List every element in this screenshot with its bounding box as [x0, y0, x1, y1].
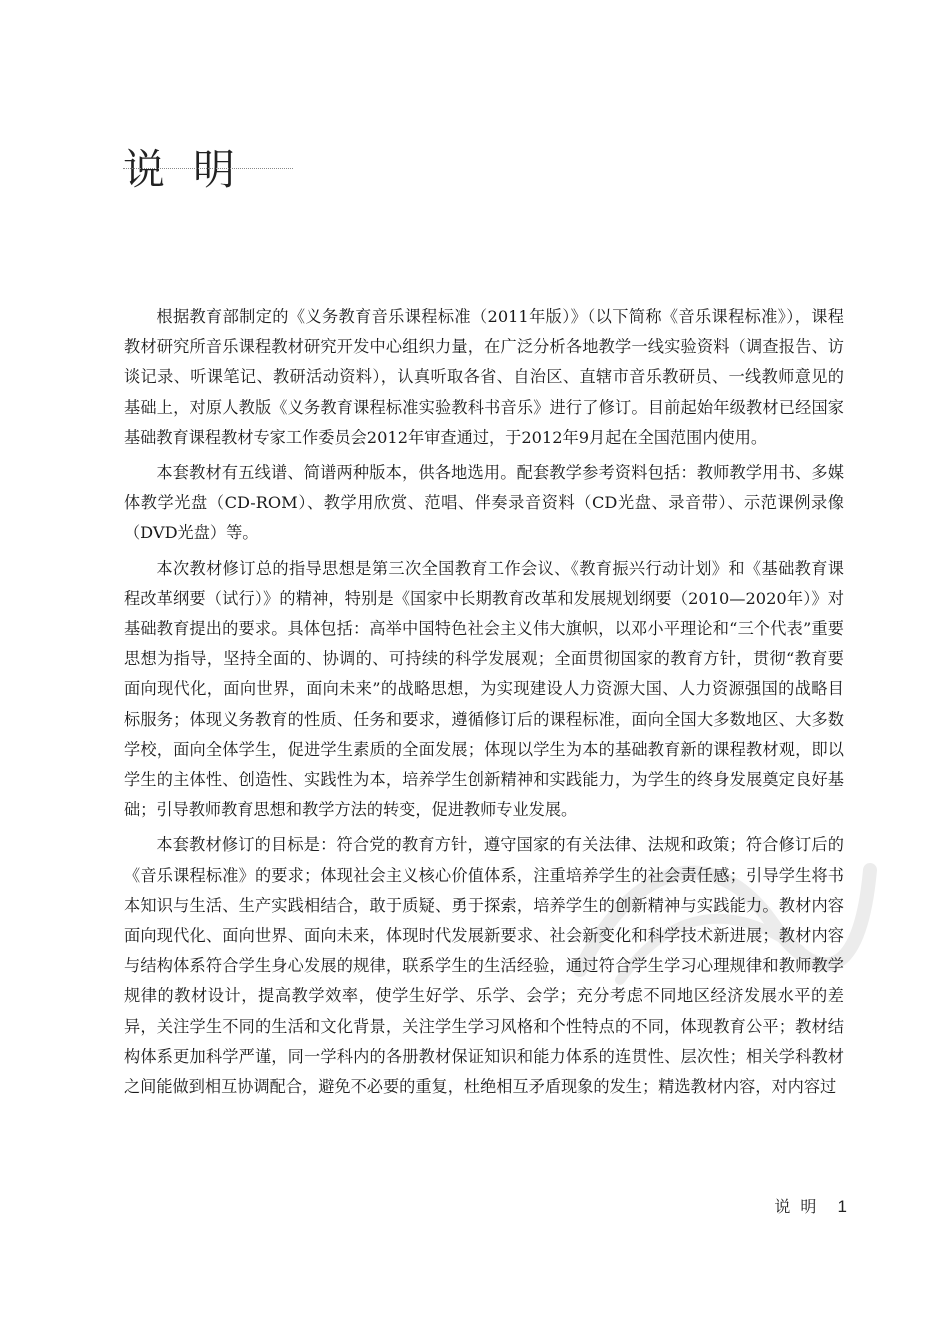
title-underline	[123, 168, 293, 169]
paragraph-3: 本次教材修订总的指导思想是第三次全国教育工作会议、《教育振兴行动计划》和《基础教育课程改革纲要（试行）》的精神，特别是《国家中长期教育改革和发展规划纲要（2010—2020年）》对基础教育提出的要求。具体包括：高举中国特色社会主义伟大旗帜，以邓小平理论和“三个代表”重要思想为指导，坚持全面的、协调的、可持续的科学发展观；全面贯彻国家的教育方针，贯彻“教育要面向现代化，面向世界，面向未来”的战略思想，为实现建设人力资源大国、人力资源强国的战略目标服务；体现义务教育的性质、任务和要求，遵循修订后的课程标准，面向全国大多数地区、大多数学校，面向全体学生，促进学生素质的全面发展；体现以学生为本的基础教育新的课程教材观，即以学生的主体性、创造性、实践性为本，培养学生创新精神和实践能力，为学生的终身发展奠定良好基础；引导教师教育思想和教学方法的转变，促进教师专业发展。	[124, 558, 844, 820]
page-title: 说明	[123, 145, 264, 195]
page-footer	[774, 1194, 847, 1217]
paragraph-2: 本套教材有五线谱、简谱两种版本，供各地选用。配套教学参考资料包括：教师教学用书、多媒体教学光盘（CD-ROM）、教学用欣赏、范唱、伴奏录音资料（CD光盘、录音带）、示范课例录像（DVD光盘）等。	[124, 463, 844, 543]
paragraph-1: 根据教育部制定的《义务教育音乐课程标准（2011年版）》（以下简称《音乐课程标准》），课程教材研究所音乐课程教材研究开发中心组织力量，在广泛分析各地教学一线实验资料（调查报告、访谈记录、听课笔记、教研活动资料），认真听取各省、自治区、直辖市音乐教研员、一线教师意见的基础上，对原人教版《义务教育课程标准实验教科书音乐》进行了修订。目前起始年级教材已经国家基础教育课程教材专家工作委员会2012年审查通过，于2012年9月起在全国范围内使用。	[124, 307, 844, 447]
footer-section-label: 说明	[774, 1197, 827, 1216]
body-text	[124, 302, 844, 1107]
paragraph-4: 本套教材修订的目标是：符合党的教育方针，遵守国家的有关法律、法规和政策；符合修订后的《音乐课程标准》的要求；体现社会主义核心价值体系，注重培养学生的社会责任感；引导学生将书本知识与生活、生产实践相结合，敢于质疑、勇于探索，培养学生的创新精神与实践能力。教材内容面向现代化、面向世界、面向未来，体现时代发展新要求、社会新变化和科学技术新进展；教材内容与结构体系符合学生身心发展的规律，联系学生的生活经验，通过符合学生学习心理规律和教师教学规律的教材设计，提高教学效率，使学生好学、乐学、会学；充分考虑不同地区经济发展水平的差异，关注学生不同的生活和文化背景，关注学生学习风格和个性特点的不同，体现教育公平；教材结构体系更加科学严谨，同一学科内的各册教材保证知识和能力体系的连贯性、层次性；相关学科教材之间能做到相互协调配合，避免不必要的重复，杜绝相互矛盾现象的发生；精选教材内容，对内容过	[124, 835, 844, 1097]
page-number: 1	[837, 1197, 847, 1216]
